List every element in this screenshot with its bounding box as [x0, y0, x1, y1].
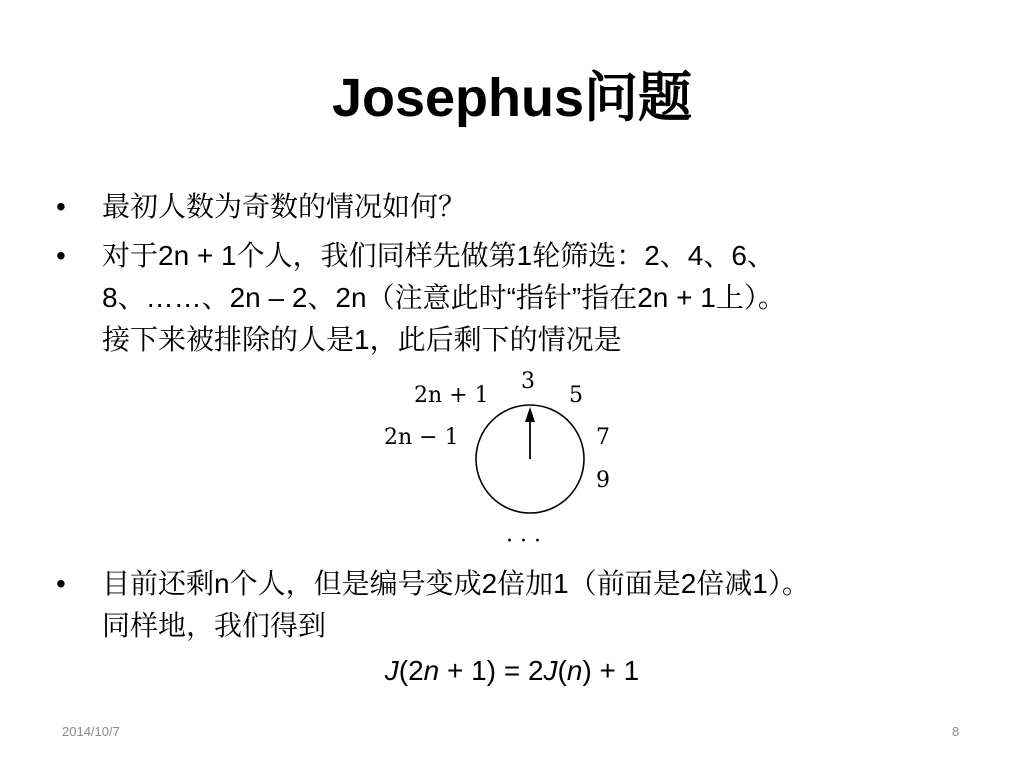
diagram-label: 3 [521, 369, 535, 394]
slide-title: Josephus问题 [331, 68, 693, 128]
diagram-label: 2n + 1 [414, 383, 489, 408]
formula-part: (2 [398, 655, 424, 686]
bullet-line: 8、……、2n – 2、2n（注意此时“指针”指在2n + 1上）。 [102, 282, 786, 313]
bullet-line: 目前还剩n个人，但是编号变成2倍加1（前面是2倍减1）。 [102, 568, 810, 599]
diagram-label: · · · [506, 529, 541, 554]
pointer-arrowhead [525, 407, 535, 422]
bullet-text [102, 186, 466, 228]
diagram-label: 9 [596, 468, 610, 493]
recurrence-formula [0, 655, 1024, 687]
bullet-text [102, 563, 810, 647]
bullet-line: 对于2n + 1个人，我们同样先做第1轮筛选：2、4、6、 [102, 240, 775, 271]
page-number: 8 [952, 724, 960, 739]
bullet-text [102, 235, 786, 361]
formula-part: + 1) = 2 [439, 655, 544, 686]
formula-part: J [384, 655, 399, 686]
formula-part: n [423, 655, 440, 686]
bullet-line: 同样地，我们得到 [102, 610, 327, 641]
bullet-line: 最初人数为奇数的情况如何？ [102, 191, 467, 222]
formula-part: ) + 1 [582, 655, 640, 686]
formula-part: J [543, 655, 558, 686]
formula-part: ( [557, 655, 567, 686]
footer-date: 2014/10/7 [62, 724, 120, 739]
bullet-line: 接下来被排除的人是1，此后剩下的情况是 [102, 324, 622, 355]
bullet-marker: • [56, 568, 66, 599]
josephus-circle-diagram [380, 362, 640, 558]
diagram-label: 5 [569, 383, 583, 408]
diagram-label: 2n − 1 [384, 425, 459, 450]
bullet-marker: • [56, 191, 66, 222]
bullet-marker: • [56, 240, 66, 271]
formula-part: n [566, 655, 583, 686]
diagram-label: 7 [596, 425, 610, 450]
